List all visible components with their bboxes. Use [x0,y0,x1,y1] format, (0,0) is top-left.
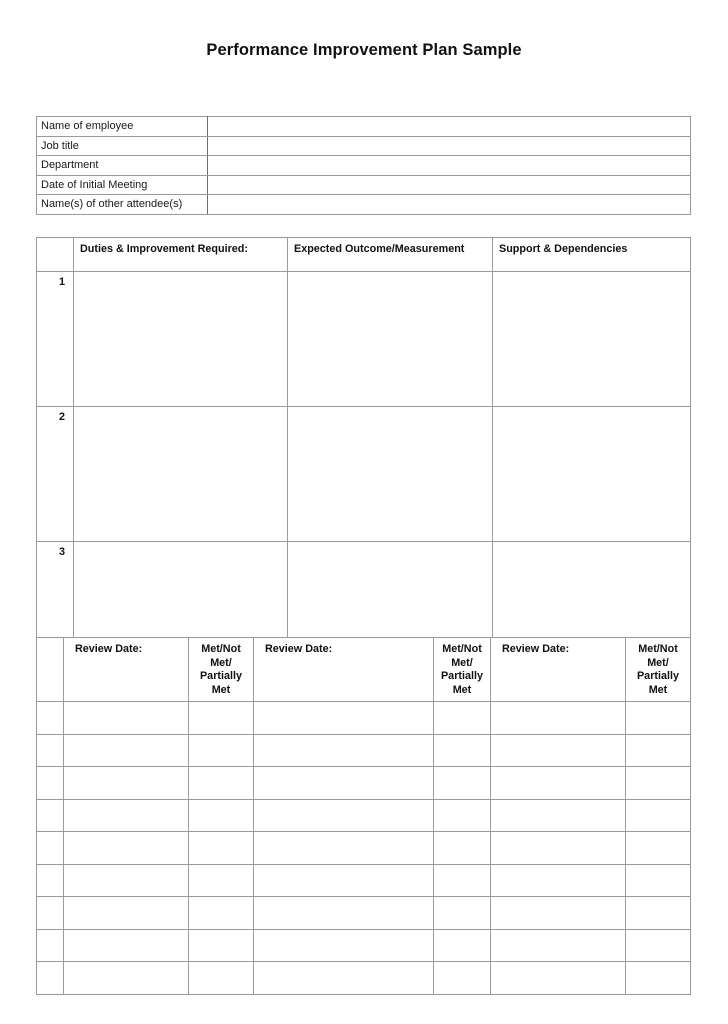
review-cell-met-1[interactable] [189,929,254,962]
info-value-department[interactable] [208,156,691,176]
duties-row-number-2: 2 [37,407,74,542]
review-cell-met-3[interactable] [626,962,691,995]
met-status-line-1: Met/Not [201,643,241,655]
duties-row-number-1: 1 [37,272,74,407]
table-row [37,702,691,735]
page-title: Performance Improvement Plan Sample [206,41,522,59]
review-cell-number [37,702,64,735]
duties-cell-outcome-2[interactable] [288,407,493,542]
review-cell-met-2[interactable] [434,832,491,865]
review-cell-met-1[interactable] [189,734,254,767]
table-row [37,195,691,215]
met-status-line-2: Met/ [647,656,669,669]
review-cell-review-date-1[interactable] [64,832,189,865]
review-cell-met-2[interactable] [434,929,491,962]
review-header-review-date-3: Review Date: [491,638,626,702]
table-row [37,767,691,800]
review-cell-review-date-3[interactable] [491,832,626,865]
review-cell-met-1[interactable] [189,897,254,930]
review-cell-review-date-3[interactable] [491,864,626,897]
table-row [37,136,691,156]
review-table-head [37,638,691,702]
duties-cell-support-1[interactable] [493,272,691,407]
review-header-met-status-1 [189,638,254,702]
duties-cell-duties-2[interactable] [74,407,288,542]
duties-header-support-dependencies: Support & Dependencies [493,238,691,272]
info-value-name-of-employee[interactable] [208,117,691,137]
review-cell-review-date-2[interactable] [254,962,434,995]
review-cell-number [37,799,64,832]
review-cell-review-date-2[interactable] [254,702,434,735]
review-cell-review-date-1[interactable] [64,799,189,832]
duties-cell-support-2[interactable] [493,407,691,542]
table-row [37,156,691,176]
duties-table-head [37,238,691,272]
duties-cell-duties-3[interactable] [74,542,288,651]
review-cell-review-date-1[interactable] [64,702,189,735]
review-header-review-date-2: Review Date: [254,638,434,702]
table-row [37,929,691,962]
duties-table-body [37,272,691,651]
review-cell-number [37,962,64,995]
info-value-other-attendees[interactable] [208,195,691,215]
review-cell-review-date-2[interactable] [254,799,434,832]
review-cell-review-date-1[interactable] [64,929,189,962]
review-table [36,637,691,995]
review-header-met-status-3 [626,638,691,702]
review-cell-met-1[interactable] [189,832,254,865]
review-cell-number [37,832,64,865]
review-cell-review-date-3[interactable] [491,929,626,962]
duties-cell-support-3[interactable] [493,542,691,651]
review-cell-met-2[interactable] [434,767,491,800]
review-cell-review-date-1[interactable] [64,897,189,930]
review-cell-review-date-2[interactable] [254,864,434,897]
review-cell-met-3[interactable] [626,864,691,897]
review-cell-met-3[interactable] [626,734,691,767]
table-header-row [37,638,691,702]
review-header-number [37,638,64,702]
review-cell-met-2[interactable] [434,864,491,897]
review-cell-number [37,897,64,930]
info-value-job-title[interactable] [208,136,691,156]
duties-improvement-table [36,237,691,651]
table-row [37,864,691,897]
review-cell-number [37,864,64,897]
review-cell-met-2[interactable] [434,897,491,930]
review-cell-review-date-3[interactable] [491,897,626,930]
review-cell-met-3[interactable] [626,702,691,735]
review-cell-met-3[interactable] [626,767,691,800]
table-row [37,272,691,407]
met-status-line-3: Partially [199,670,242,682]
duties-cell-duties-1[interactable] [74,272,288,407]
review-cell-met-2[interactable] [434,734,491,767]
met-status-line-4: Met [452,683,472,696]
duties-cell-outcome-3[interactable] [288,542,493,651]
info-label-date-of-initial-meeting: Date of Initial Meeting [37,175,208,195]
duties-header-duties: Duties & Improvement Required: [74,238,288,272]
review-cell-met-3[interactable] [626,897,691,930]
review-cell-met-1[interactable] [189,799,254,832]
review-cell-review-date-2[interactable] [254,734,434,767]
review-cell-met-1[interactable] [189,702,254,735]
table-header-row [37,238,691,272]
review-cell-review-date-1[interactable] [64,864,189,897]
table-row [37,542,691,651]
review-cell-review-date-2[interactable] [254,832,434,865]
review-cell-review-date-3[interactable] [491,767,626,800]
review-cell-met-2[interactable] [434,799,491,832]
review-cell-met-3[interactable] [626,832,691,865]
table-row [37,832,691,865]
table-row [37,175,691,195]
review-cell-number [37,734,64,767]
table-row [37,117,691,137]
review-cell-review-date-1[interactable] [64,767,189,800]
review-cell-review-date-3[interactable] [491,962,626,995]
table-row [37,897,691,930]
review-cell-review-date-2[interactable] [254,767,434,800]
table-row [37,407,691,542]
duties-header-number [37,238,74,272]
employee-info-table [36,116,691,215]
table-row [37,962,691,995]
review-cell-review-date-2[interactable] [254,929,434,962]
met-status-line-1: Met/Not [442,643,482,655]
review-cell-met-3[interactable] [626,929,691,962]
review-header-review-date-1: Review Date: [64,638,189,702]
info-value-date-of-initial-meeting[interactable] [208,175,691,195]
review-cell-review-date-3[interactable] [491,799,626,832]
review-cell-number [37,929,64,962]
review-cell-review-date-1[interactable] [64,734,189,767]
met-status-line-2: Met/ [210,656,232,669]
review-cell-review-date-2[interactable] [254,897,434,930]
review-cell-number [37,767,64,800]
info-label-other-attendees: Name(s) of other attendee(s) [37,195,208,215]
review-cell-review-date-3[interactable] [491,734,626,767]
met-status-line-3: Partially [636,670,679,682]
review-cell-met-2[interactable] [434,702,491,735]
review-cell-review-date-3[interactable] [491,702,626,735]
table-row [37,799,691,832]
met-status-line-4: Met [648,683,668,696]
duties-cell-outcome-1[interactable] [288,272,493,407]
employee-info-body [37,117,691,215]
review-cell-met-1[interactable] [189,962,254,995]
review-table-body [37,702,691,995]
review-header-met-status-2 [434,638,491,702]
duties-row-number-3: 3 [37,542,74,651]
review-cell-met-3[interactable] [626,799,691,832]
met-status-line-3: Partially [440,670,483,682]
info-label-job-title: Job title [37,136,208,156]
met-status-line-2: Met/ [451,656,473,669]
table-row [37,734,691,767]
review-cell-met-2[interactable] [434,962,491,995]
review-cell-met-1[interactable] [189,864,254,897]
review-cell-met-1[interactable] [189,767,254,800]
met-status-line-4: Met [211,683,231,696]
info-label-department: Department [37,156,208,176]
review-cell-review-date-1[interactable] [64,962,189,995]
duties-header-expected-outcome: Expected Outcome/Measurement [288,238,493,272]
info-label-name-of-employee: Name of employee [37,117,208,137]
met-status-line-1: Met/Not [638,643,678,655]
